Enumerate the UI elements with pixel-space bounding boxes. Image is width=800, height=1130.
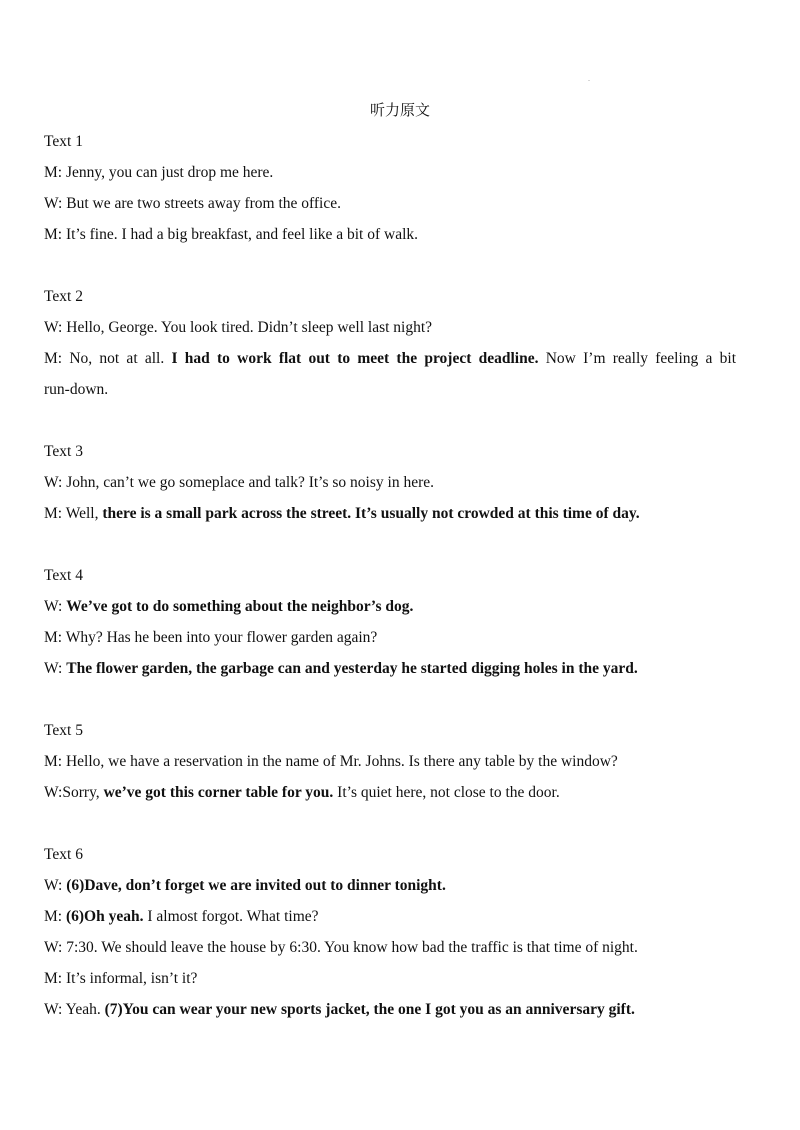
dialogue-text: Sorry, bbox=[62, 784, 104, 801]
dialogue-text: Now I’m really feeling a bit bbox=[538, 350, 737, 367]
dialogue-line bbox=[44, 225, 736, 245]
dialogue-text: run-down. bbox=[44, 381, 109, 398]
dialogue-line bbox=[44, 504, 736, 524]
speaker-label: W: bbox=[44, 877, 63, 894]
speaker-label: W: bbox=[44, 1001, 63, 1018]
dialogue-line bbox=[44, 907, 736, 927]
speaker-label: M: bbox=[44, 164, 63, 181]
bold-answer-text: (6)Dave, don’t forget we are invited out to dinner tonight. bbox=[66, 877, 446, 894]
speaker-label: W: bbox=[44, 784, 63, 801]
speaker-label: W: bbox=[44, 598, 63, 615]
section-heading: Text 3 bbox=[44, 443, 83, 460]
dialogue-line bbox=[44, 318, 736, 338]
page-title: 听力原文 bbox=[369, 101, 430, 119]
dialogue-line bbox=[44, 597, 736, 617]
dialogue-text: No, not at all. bbox=[62, 350, 172, 367]
speaker-label: M: bbox=[44, 226, 63, 243]
speaker-label: M: bbox=[44, 908, 63, 925]
speaker-label: W: bbox=[44, 474, 63, 491]
dialogue-text: But we are two streets away from the office. bbox=[62, 195, 341, 212]
dialogue-text: 7:30. We should leave the house by 6:30. You know how bad the traffic is that time of night. bbox=[62, 939, 638, 956]
bold-answer-text: We’ve got to do something about the neighbor’s dog. bbox=[66, 598, 414, 615]
speaker-label: M: bbox=[44, 753, 63, 770]
speaker-label: M: bbox=[44, 505, 63, 522]
dialogue-text: I almost forgot. What time? bbox=[143, 908, 319, 925]
dialogue-text: Hello, we have a reservation in the name of Mr. Johns. Is there any table by the window? bbox=[62, 753, 618, 770]
dialogue-line bbox=[44, 659, 736, 679]
dialogue-line bbox=[44, 349, 736, 369]
bold-answer-text: there is a small park across the street. It’s usually not crowded at this time of day. bbox=[102, 505, 640, 522]
speaker-label: M: bbox=[44, 629, 63, 646]
dialogue-text: It’s quiet here, not close to the door. bbox=[333, 784, 560, 801]
speaker-label: M: bbox=[44, 970, 63, 987]
dialogue-line bbox=[44, 1000, 736, 1020]
dialogue-line bbox=[44, 380, 736, 400]
dialogue-text: Well, bbox=[62, 505, 103, 522]
dialogue-text: Why? Has he been into your flower garden again? bbox=[62, 629, 378, 646]
dialogue-text: It’s informal, isn’t it? bbox=[62, 970, 198, 987]
dialogue-line bbox=[44, 783, 736, 803]
bold-answer-text: (7)You can wear your new sports jacket, the one I got you as an anniversary gift. bbox=[104, 1001, 635, 1018]
speaker-label: W: bbox=[44, 660, 63, 677]
bold-answer-text: (6)Oh yeah. bbox=[65, 908, 144, 925]
dialogue-line bbox=[44, 163, 736, 183]
dialogue-line bbox=[44, 473, 736, 493]
dialogue-text: John, can’t we go someplace and talk? It’s so noisy in here. bbox=[62, 474, 434, 491]
section-heading: Text 5 bbox=[44, 722, 83, 739]
speaker-label: W: bbox=[44, 319, 63, 336]
section-heading: Text 4 bbox=[44, 567, 83, 584]
dialogue-line bbox=[44, 194, 736, 214]
dialogue-line bbox=[44, 876, 736, 896]
corner-mark: . bbox=[588, 74, 590, 83]
speaker-label: W: bbox=[44, 939, 63, 956]
dialogue-text: It’s fine. I had a big breakfast, and feel like a bit of walk. bbox=[62, 226, 419, 243]
section-heading: Text 6 bbox=[44, 846, 83, 863]
bold-answer-text: we’ve got this corner table for you. bbox=[103, 784, 334, 801]
dialogue-line bbox=[44, 752, 736, 772]
speaker-label: M: bbox=[44, 350, 63, 367]
section-heading: Text 2 bbox=[44, 288, 83, 305]
dialogue-text: Yeah. bbox=[62, 1001, 105, 1018]
section-heading: Text 1 bbox=[44, 133, 83, 150]
dialogue-text: Jenny, you can just drop me here. bbox=[62, 164, 274, 181]
bold-answer-text: I had to work flat out to meet the project deadline. bbox=[171, 350, 539, 367]
bold-answer-text: The flower garden, the garbage can and yesterday he started digging holes in the yard. bbox=[66, 660, 638, 677]
dialogue-line bbox=[44, 628, 736, 648]
dialogue-text: Hello, George. You look tired. Didn’t sleep well last night? bbox=[62, 319, 433, 336]
dialogue-line bbox=[44, 938, 736, 958]
speaker-label: W: bbox=[44, 195, 63, 212]
dialogue-line bbox=[44, 969, 736, 989]
